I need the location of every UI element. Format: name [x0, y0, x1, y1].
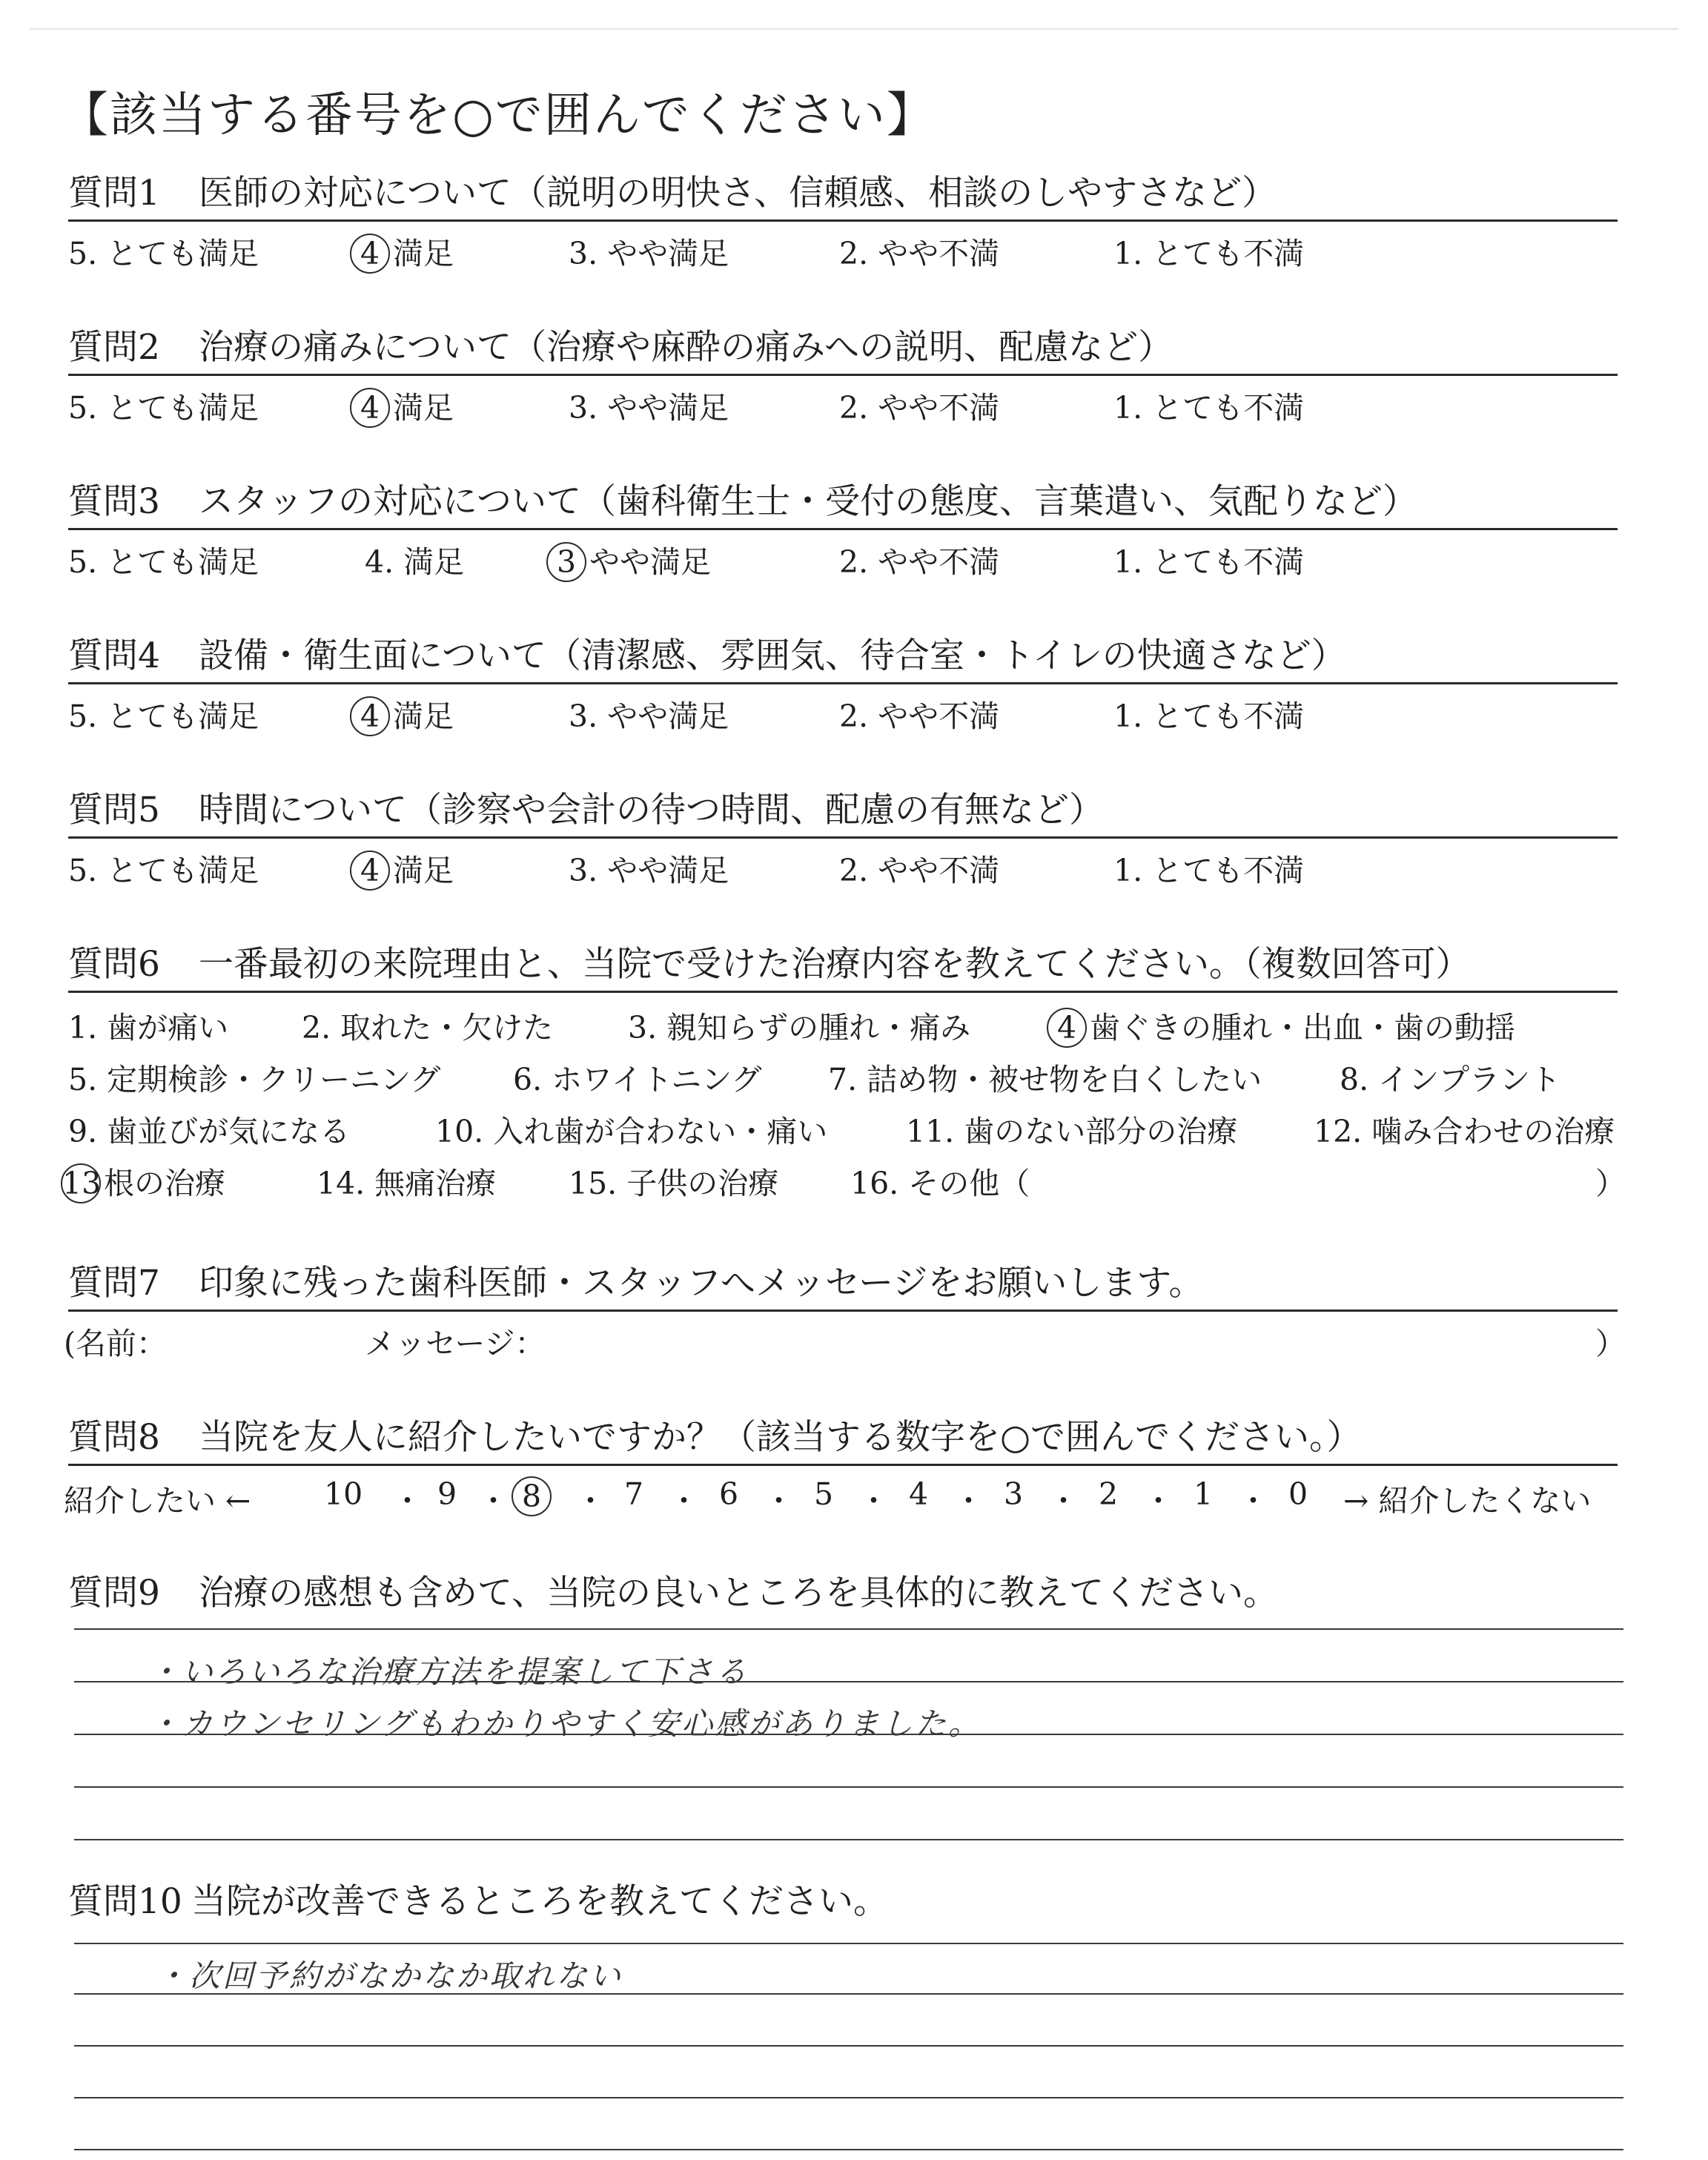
question-text: スタッフの対応について（歯科衛生士・受付の態度、言葉遣い、気配りなど）: [199, 481, 1418, 522]
selected-circle: 4: [350, 696, 390, 736]
option-number: 7.: [828, 1062, 858, 1097]
option-4-label: 満足: [393, 853, 454, 888]
scale-dot: ・: [1238, 1483, 1268, 1519]
scale-0[interactable]: 0: [1288, 1476, 1308, 1512]
option-label: 子供の治療: [626, 1166, 779, 1201]
option-number: 14.: [317, 1166, 365, 1201]
scale-dot: ・: [953, 1483, 984, 1519]
scale-8[interactable]: [512, 1476, 555, 1516]
option-label: その他（: [908, 1166, 1030, 1201]
scale-dot: ・: [392, 1483, 423, 1519]
option-number: 12.: [1314, 1114, 1363, 1149]
option-number: 8.: [1340, 1062, 1369, 1097]
writing-line: [74, 1993, 1623, 1995]
question-10: [68, 1880, 1618, 1928]
option-label: 歯が痛い: [107, 1010, 229, 1046]
option-3[interactable]: [628, 1003, 970, 1047]
question-title: [68, 1416, 1618, 1466]
message-label: メッセージ：: [365, 1326, 546, 1361]
writing-line: [74, 1681, 1623, 1682]
message-fields: [64, 1319, 1626, 1364]
option-2[interactable]: 2. やや不満: [839, 698, 1000, 734]
option-15[interactable]: [569, 1159, 778, 1203]
treatment-options: [62, 1003, 1626, 1211]
option-1[interactable]: 1. とても不満: [1113, 853, 1305, 888]
option-label: 入れ歯が合わない・痛い: [493, 1114, 828, 1149]
question-title: [68, 635, 1618, 684]
question-text: 当院を友人に紹介したいですか？（該当する数字を○で囲んでください。）: [199, 1417, 1362, 1458]
option-2[interactable]: [302, 1003, 553, 1047]
option-3[interactable]: [546, 538, 711, 582]
option-label: 根の治療: [104, 1166, 225, 1201]
writing-line: [74, 1786, 1623, 1788]
question-text: 時間について（診察や会計の待つ時間、配慮の有無など）: [199, 790, 1105, 830]
option-10[interactable]: [435, 1107, 827, 1151]
question-5: [68, 789, 1618, 891]
selected-circle: 4: [350, 234, 390, 274]
option-label: 無痛治療: [374, 1166, 497, 1201]
name-label: (名前：: [64, 1326, 167, 1361]
scale-right-label: → 紹介したくない: [1343, 1483, 1592, 1519]
option-label: 歯のない部分の治療: [964, 1114, 1238, 1149]
question-title: [68, 172, 1618, 222]
question-8: [64, 1416, 1618, 1524]
selected-circle: 4: [1047, 1008, 1087, 1048]
option-5[interactable]: 5. とても満足: [68, 698, 259, 734]
top-rule: [30, 28, 1678, 30]
option-number: 2.: [302, 1010, 331, 1046]
option-1[interactable]: [68, 1003, 228, 1047]
handwritten-answer: ・いろいろな治療方法を提案して下さる: [148, 1654, 749, 1690]
scale-dot: ・: [478, 1483, 509, 1519]
option-row: [62, 1159, 1626, 1211]
question-title: [68, 1572, 1618, 1619]
handwritten-answer: ・次回予約がなかなか取れない: [156, 1958, 623, 1994]
scale-10[interactable]: 10: [324, 1476, 363, 1512]
question-number: 質問9: [68, 1573, 160, 1614]
selected-circle: 4: [350, 388, 390, 428]
option-1[interactable]: 1. とても不満: [1113, 236, 1305, 271]
option-3[interactable]: 3. やや満足: [569, 390, 729, 426]
scale-dot: ・: [764, 1483, 794, 1519]
scale-4[interactable]: 4: [909, 1476, 929, 1512]
rating-options: [68, 229, 1618, 274]
option-1[interactable]: 1. とても不満: [1113, 544, 1305, 580]
question-text: 設備・衛生面について（清潔感、雰囲気、待合室・トイレの快適さなど）: [199, 635, 1346, 676]
option-2[interactable]: 2. やや不満: [839, 390, 1000, 426]
option-row: [68, 1055, 1618, 1107]
writing-line: [74, 1734, 1623, 1735]
question-text: 医師の対応について（説明の明快さ、信頼感、相談のしやすさなど）: [199, 173, 1277, 214]
recommend-scale: [64, 1476, 1618, 1524]
writing-line: [74, 2045, 1623, 2047]
question-2: [68, 326, 1618, 428]
question-7: [64, 1262, 1626, 1364]
option-2[interactable]: 2. やや不満: [839, 236, 1000, 271]
option-6[interactable]: [513, 1055, 761, 1099]
question-number: 質問4: [68, 635, 160, 676]
option-number: 9.: [68, 1114, 98, 1149]
other-close-paren: ）: [1595, 1166, 1626, 1201]
writing-line: [74, 1839, 1623, 1840]
question-number: 質問10: [68, 1881, 182, 1922]
question-9: [68, 1572, 1618, 1619]
option-number: 11.: [906, 1114, 955, 1149]
option-number: 15.: [569, 1166, 618, 1201]
question-title: [68, 480, 1618, 530]
option-13[interactable]: [61, 1159, 225, 1203]
question-text: 印象に残った歯科医師・スタッフへメッセージをお願いします。: [199, 1263, 1204, 1304]
question-title: [68, 943, 1618, 993]
rating-options: [68, 846, 1618, 891]
question-title: [68, 789, 1618, 839]
scale-2[interactable]: 2: [1099, 1476, 1119, 1512]
writing-line: [74, 1628, 1623, 1630]
question-4: [68, 635, 1618, 736]
question-text: 一番最初の来院理由と、当院で受けた治療内容を教えてください。（複数回答可）: [199, 944, 1471, 985]
scale-9[interactable]: 9: [437, 1476, 457, 1512]
selected-circle: 8: [512, 1476, 552, 1516]
question-title: [68, 1880, 1618, 1928]
scale-dot: ・: [669, 1483, 699, 1519]
option-1[interactable]: 1. とても不満: [1113, 698, 1305, 734]
question-number: 質問5: [68, 790, 160, 830]
option-5[interactable]: 5. とても満足: [68, 236, 259, 271]
option-4[interactable]: [1047, 1003, 1515, 1048]
message-close-paren: ）: [1595, 1326, 1626, 1361]
scale-6[interactable]: 6: [719, 1476, 739, 1512]
option-11[interactable]: [906, 1107, 1237, 1151]
option-number: 6.: [513, 1062, 543, 1097]
option-3[interactable]: 3. やや満足: [569, 853, 729, 888]
question-number: 質問2: [68, 327, 160, 368]
rating-options: [68, 538, 1618, 582]
option-4[interactable]: [350, 846, 454, 891]
option-4-label: 満足: [393, 390, 454, 426]
option-5[interactable]: 5. とても満足: [68, 853, 259, 888]
question-3: [68, 480, 1618, 582]
option-label: 歯並びが気になる: [107, 1114, 351, 1149]
option-label: ホワイトニング: [552, 1062, 762, 1097]
option-label: 歯ぐきの腫れ・出血・歯の動揺: [1090, 1010, 1515, 1046]
scale-dot: ・: [1143, 1483, 1174, 1519]
question-number: 質問8: [68, 1417, 160, 1458]
rating-options: [68, 383, 1618, 428]
question-1: [68, 172, 1618, 274]
option-4-label: 満足: [393, 698, 454, 734]
scale-dot: ・: [1048, 1483, 1079, 1519]
question-text: 治療の感想も含めて、当院の良いところを具体的に教えてください。: [199, 1573, 1279, 1614]
scale-5[interactable]: 5: [814, 1476, 834, 1512]
option-3[interactable]: 3. やや満足: [569, 698, 729, 734]
option-number: 1.: [68, 1010, 98, 1046]
handwritten-answer: ・カウンセリングもわかりやすく安心感がありました。: [148, 1705, 982, 1742]
question-number: 質問1: [68, 173, 160, 214]
scale-dot: ・: [575, 1483, 606, 1519]
question-title: [68, 1262, 1618, 1312]
option-label: 取れた・欠けた: [340, 1010, 554, 1046]
option-16[interactable]: [850, 1159, 1030, 1203]
option-label: 詰め物・被せ物を白くしたい: [867, 1062, 1262, 1097]
option-label: 噛み合わせの治療: [1371, 1114, 1615, 1149]
writing-line: [74, 1943, 1623, 1944]
selected-circle: 4: [350, 851, 390, 891]
option-number: 10.: [435, 1114, 484, 1149]
option-12[interactable]: [1314, 1107, 1615, 1151]
option-4[interactable]: [350, 383, 454, 428]
option-2[interactable]: 2. やや不満: [839, 544, 1000, 580]
option-7[interactable]: [828, 1055, 1262, 1099]
option-5[interactable]: [68, 1055, 440, 1099]
option-number: 5.: [68, 1062, 98, 1097]
scale-dot: ・: [858, 1483, 889, 1519]
question-text: 治療の痛みについて（治療や麻酔の痛みへの説明、配慮など）: [199, 327, 1174, 368]
rating-options: [68, 692, 1618, 736]
option-4-label: 満足: [393, 236, 454, 271]
option-4[interactable]: 4. 満足: [365, 544, 465, 580]
option-14[interactable]: [317, 1159, 496, 1203]
option-row: [68, 1107, 1618, 1159]
scale-3[interactable]: 3: [1004, 1476, 1024, 1512]
option-4[interactable]: [350, 229, 454, 274]
writing-line: [74, 2149, 1623, 2150]
option-9[interactable]: [68, 1107, 350, 1151]
question-text: 当院が改善できるところを教えてください。: [191, 1881, 888, 1922]
question-number: 質問7: [68, 1263, 160, 1304]
option-number: 3.: [628, 1010, 658, 1046]
option-5[interactable]: 5. とても満足: [68, 390, 259, 426]
option-2[interactable]: 2. やや不満: [839, 853, 1000, 888]
option-label: 親知らずの腫れ・痛み: [666, 1010, 971, 1046]
option-5[interactable]: 5. とても満足: [68, 544, 259, 580]
page-header: 【該当する番号を○で囲んでください】: [61, 88, 936, 143]
question-title: [68, 326, 1618, 376]
option-label: インプラント: [1378, 1062, 1561, 1097]
selected-circle: 3: [546, 542, 586, 582]
scale-1[interactable]: 1: [1194, 1476, 1214, 1512]
option-1[interactable]: 1. とても不満: [1113, 390, 1305, 426]
option-3-label: やや満足: [589, 544, 711, 580]
option-number: 16.: [850, 1166, 899, 1201]
option-label: 定期検診・クリーニング: [107, 1062, 441, 1097]
scale-left-label: 紹介したい ←: [64, 1483, 251, 1519]
option-8[interactable]: [1340, 1055, 1560, 1099]
writing-line: [74, 2097, 1623, 2098]
option-4[interactable]: [350, 692, 454, 736]
scale-7[interactable]: 7: [624, 1476, 644, 1512]
option-row: [68, 1003, 1618, 1055]
question-number: 質問6: [68, 944, 160, 985]
option-3[interactable]: 3. やや満足: [569, 236, 729, 271]
selected-circle: 13: [61, 1163, 101, 1203]
question-6: [62, 943, 1626, 1211]
question-number: 質問3: [68, 481, 160, 522]
